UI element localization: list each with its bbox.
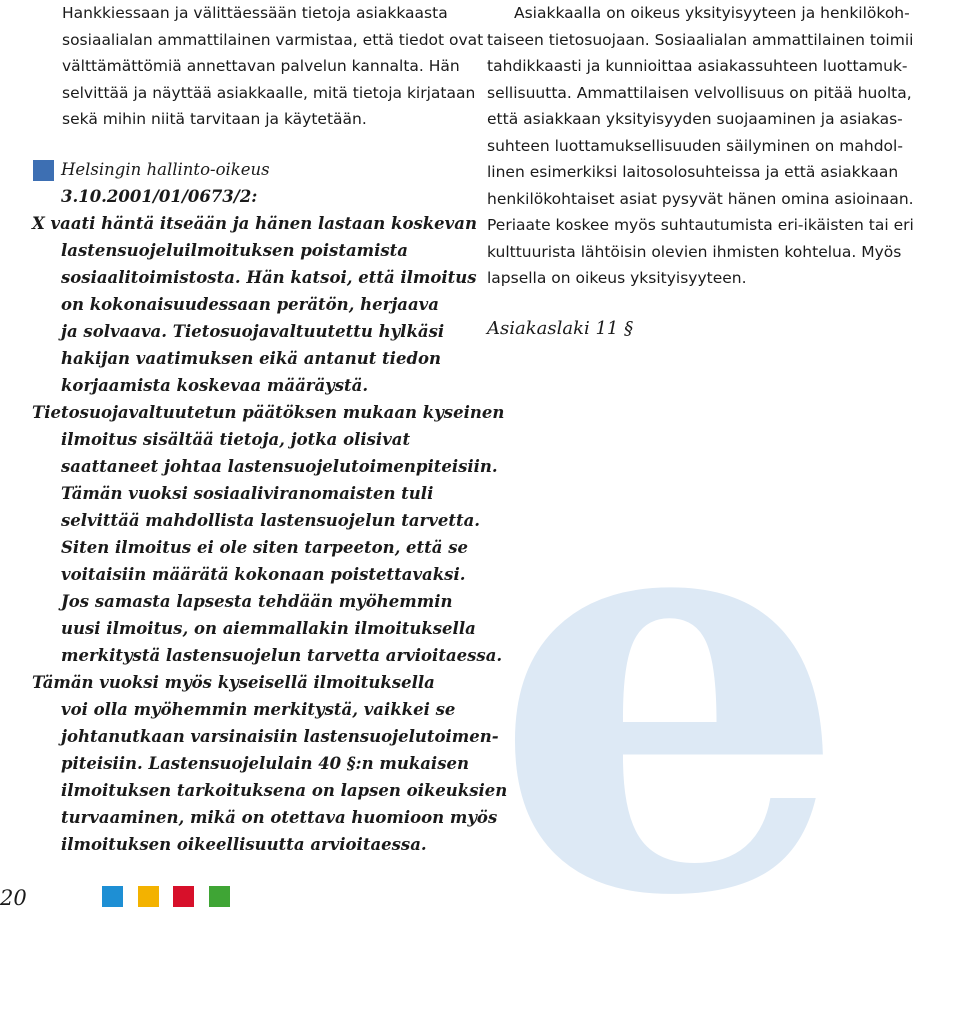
privacy-line: taiseen tietosuojaan. Sosiaalialan ammattilainen toimii: [487, 30, 914, 49]
case-line: sosiaalitoimistosta. Hän katsoi, että ilmoitus: [61, 268, 477, 287]
privacy-line: suhteen luottamuksellisuuden säilyminen on mahdol-: [487, 136, 903, 155]
intro-line: sosiaalialan ammattilainen varmistaa, että tiedot ovat: [62, 30, 484, 49]
case-line: Tämän vuoksi sosiaaliviranomaisten tuli: [61, 484, 434, 503]
case-line: hakijan vaatimuksen eikä antanut tiedon: [61, 349, 441, 368]
privacy-line: että asiakkaan yksityisyyden suojaaminen ja asiakas-: [487, 110, 903, 128]
decorative-letter-e: e: [492, 361, 849, 1019]
case-line: uusi ilmoitus, on aiemmallakin ilmoituksella: [61, 619, 476, 638]
case-line: Siten ilmoitus ei ole siten tarpeeton, että se: [61, 538, 469, 557]
case-line: piteisiin. Lastensuojelulain 40 §:n mukaisen: [61, 754, 469, 773]
case-line: saattaneet johtaa lastensuojelutoimenpiteisiin.: [61, 457, 498, 476]
case-line: ilmoituksen oikeellisuutta arvioitaessa.: [61, 835, 427, 854]
case-line: Tietosuojavaltuutetun päätöksen mukaan kyseinen: [32, 403, 505, 422]
case-line: merkitystä lastensuojelun tarvetta arvioitaessa.: [61, 646, 503, 665]
intro-paragraph: [62, 0, 484, 133]
privacy-line: sellisuutta. Ammattilaisen velvollisuus on pitää huolta,: [487, 83, 912, 102]
law-reference: Asiakaslaki 11 §: [487, 318, 634, 339]
privacy-line: henkilökohtaiset asiat pysyvät hänen omina asioinaan.: [487, 189, 914, 208]
intro-line: selvittää ja näyttää asiakkaalle, mitä tietoja kirjataan: [62, 83, 476, 102]
case-line: X vaati häntä itseään ja hänen lastaan koskevan: [32, 214, 477, 233]
intro-line: Hankkiessaan ja välittäessään tietoja asiakkaasta: [62, 4, 448, 22]
privacy-line: linen esimerkiksi laitosolosuhteissa ja että asiakkaan: [487, 163, 899, 181]
case-line: korjaamista koskevaa määräystä.: [61, 376, 369, 395]
case-line: on kokonaisuudessaan perätön, herjaava: [61, 295, 439, 314]
privacy-line: Periaate koskee myös suhtautumista eri-ikäisten tai eri: [487, 216, 914, 234]
color-square-red: [173, 886, 194, 907]
privacy-line: Asiakkaalla on oikeus yksityisyyteen ja henkilökoh-: [514, 4, 910, 22]
case-line: turvaaminen, mikä on otettava huomioon myös: [61, 808, 498, 827]
color-square-yellow: [138, 886, 159, 907]
case-line: voitaisiin määrätä kokonaan poistettavaksi.: [61, 565, 466, 584]
case-line: lastensuojeluilmoituksen poistamista: [61, 241, 408, 260]
case-line: ja solvaava. Tietosuojavaltuutettu hylkäsi: [61, 322, 445, 341]
case-line: Tämän vuoksi myös kyseisellä ilmoituksella: [32, 673, 435, 692]
intro-line: sekä mihin niitä tarvitaan ja käytetään.: [62, 110, 367, 128]
privacy-line: lapsella on oikeus yksityisyyteen.: [487, 269, 747, 287]
case-line: ilmoitus sisältää tietoja, jotka olisivat: [61, 430, 411, 449]
intro-line: välttämättömiä annettavan palvelun kannalta. Hän: [62, 57, 460, 75]
case-number: 3.10.2001/01/0673/2:: [61, 187, 258, 206]
court-name: Helsingin hallinto-oikeus: [61, 160, 270, 179]
privacy-paragraph: [487, 0, 927, 292]
privacy-line: kulttuurista lähtöisin olevien ihmisten kohtelua. Myös: [487, 242, 902, 261]
case-line: selvittää mahdollista lastensuojelun tarvetta.: [61, 511, 481, 530]
court-case: [32, 156, 508, 858]
case-line: Jos samasta lapsesta tehdään myöhemmin: [61, 592, 453, 611]
case-line: ilmoituksen tarkoituksena on lapsen oikeuksien: [61, 781, 508, 800]
case-line: voi olla myöhemmin merkitystä, vaikkei se: [61, 700, 456, 719]
privacy-line: tahdikkaasti ja kunnioittaa asiakassuhteen luottamuk-: [487, 57, 908, 75]
case-line: johtanutkaan varsinaisiin lastensuojelutoimen-: [61, 727, 499, 746]
color-square-green: [209, 886, 230, 907]
color-square-blue: [102, 886, 123, 907]
page-number: 20: [0, 886, 27, 910]
